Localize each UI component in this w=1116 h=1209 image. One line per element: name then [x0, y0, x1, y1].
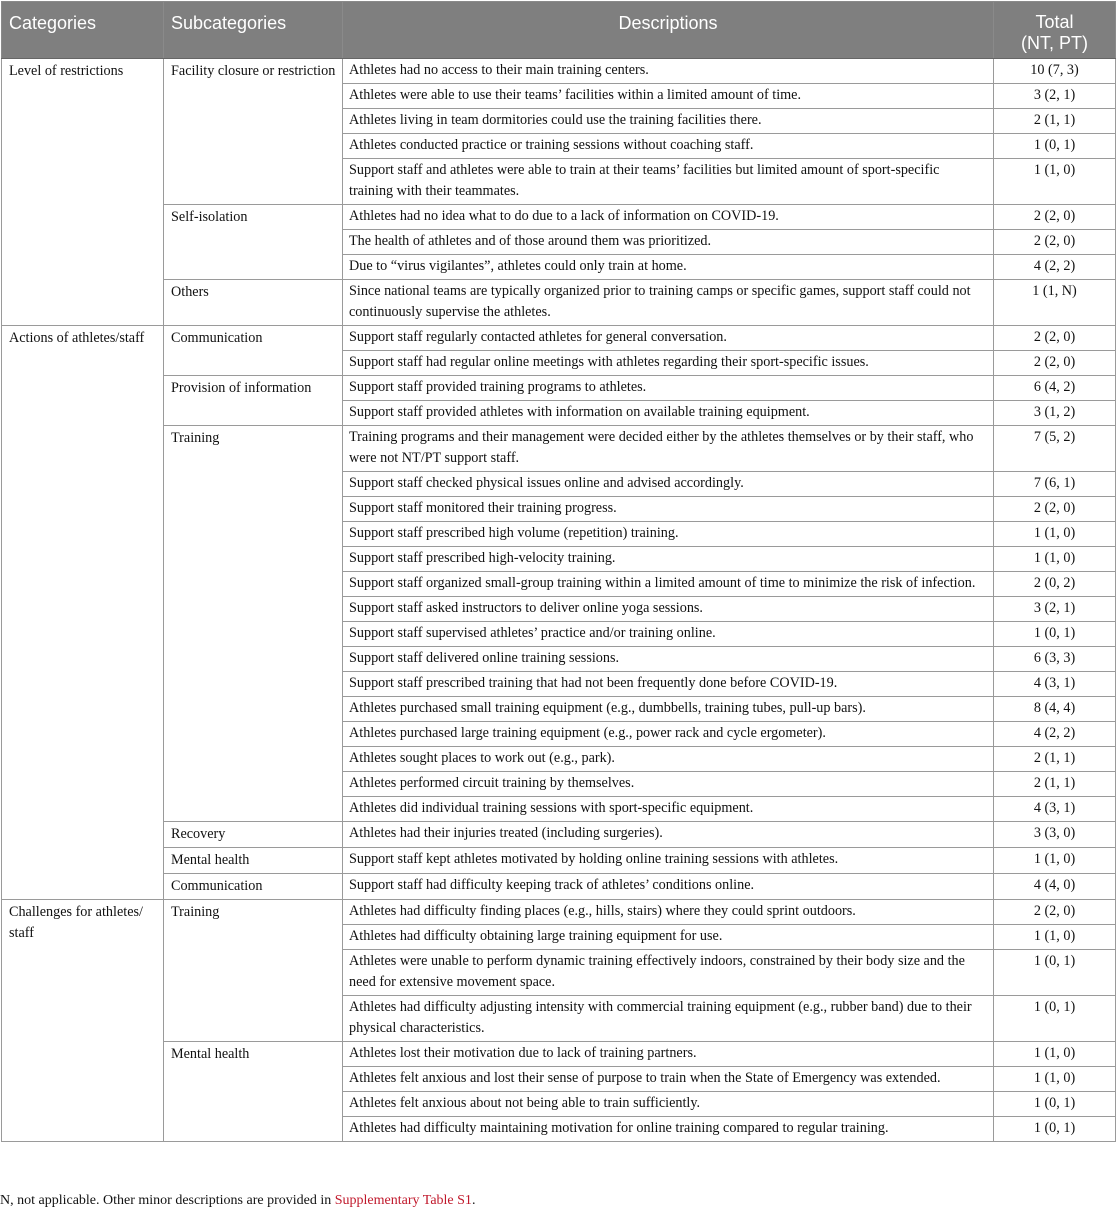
total-cell: 3 (2, 1): [994, 597, 1116, 622]
table-header-row: [2, 2, 1116, 59]
description-cell: Support staff prescribed high volume (repetition) training.: [343, 522, 994, 547]
total-cell: 2 (1, 1): [994, 747, 1116, 772]
total-cell: 2 (1, 1): [994, 772, 1116, 797]
subcategory-cell: Recovery: [164, 822, 343, 848]
total-cell: 4 (4, 0): [994, 874, 1116, 900]
total-cell: 1 (0, 1): [994, 996, 1116, 1042]
table-row: [2, 874, 1116, 900]
table-row: [2, 1042, 1116, 1067]
total-cell: 1 (1, 0): [994, 848, 1116, 874]
description-cell: Support staff supervised athletes’ practice and/or training online.: [343, 622, 994, 647]
subcategory-cell: Provision of information: [164, 376, 343, 426]
description-cell: Athletes were unable to perform dynamic training effectively indoors, constrained by their body size and the need for extensive movement space.: [343, 950, 994, 996]
table-row: [2, 822, 1116, 848]
category-cell: Level of restrictions: [2, 59, 164, 326]
total-cell: 1 (0, 1): [994, 1117, 1116, 1142]
total-cell: 1 (1, 0): [994, 1042, 1116, 1067]
total-cell: 2 (2, 0): [994, 497, 1116, 522]
total-cell: 2 (2, 0): [994, 351, 1116, 376]
header-total-sublabel: (NT, PT): [1021, 33, 1088, 53]
description-cell: Athletes were able to use their teams’ facilities within a limited amount of time.: [343, 84, 994, 109]
total-cell: 6 (3, 3): [994, 647, 1116, 672]
description-cell: Support staff and athletes were able to train at their teams’ facilities but limited amount of sport-specific training with their teammates.: [343, 159, 994, 205]
subcategory-cell: Self-isolation: [164, 205, 343, 280]
subcategory-cell: Training: [164, 900, 343, 1042]
table-row: [2, 59, 1116, 84]
subcategory-cell: Communication: [164, 874, 343, 900]
description-cell: The health of athletes and of those around them was prioritized.: [343, 230, 994, 255]
description-cell: Support staff organized small-group training within a limited amount of time to minimize the risk of infection.: [343, 572, 994, 597]
total-cell: 6 (4, 2): [994, 376, 1116, 401]
total-cell: 4 (2, 2): [994, 722, 1116, 747]
total-cell: 3 (1, 2): [994, 401, 1116, 426]
table-row: [2, 280, 1116, 326]
description-cell: Training programs and their management were decided either by the athletes themselves or by their staff, who were not NT/PT support staff.: [343, 426, 994, 472]
description-cell: Support staff asked instructors to deliver online yoga sessions.: [343, 597, 994, 622]
description-cell: Athletes had no idea what to do due to a lack of information on COVID-19.: [343, 205, 994, 230]
description-cell: Athletes had their injuries treated (including surgeries).: [343, 822, 994, 848]
total-cell: 1 (0, 1): [994, 134, 1116, 159]
total-cell: 1 (1, 0): [994, 1067, 1116, 1092]
description-cell: Athletes purchased large training equipment (e.g., power rack and cycle ergometer).: [343, 722, 994, 747]
total-cell: 1 (1, 0): [994, 925, 1116, 950]
total-cell: 2 (1, 1): [994, 109, 1116, 134]
description-cell: Support staff delivered online training sessions.: [343, 647, 994, 672]
footnote-end: .: [471, 1193, 476, 1208]
description-cell: Support staff provided athletes with information on available training equipment.: [343, 401, 994, 426]
table-row: [2, 848, 1116, 874]
subcategory-cell: Mental health: [164, 848, 343, 874]
description-cell: Support staff provided training programs to athletes.: [343, 376, 994, 401]
description-cell: Athletes had no access to their main training centers.: [343, 59, 994, 84]
table-row: [2, 426, 1116, 472]
table-footnote: [0, 1193, 475, 1209]
total-cell: 3 (3, 0): [994, 822, 1116, 848]
total-cell: 3 (2, 1): [994, 84, 1116, 109]
total-cell: 1 (1, 0): [994, 159, 1116, 205]
header-total-label: Total: [1035, 12, 1074, 32]
description-cell: Athletes lost their motivation due to lack of training partners.: [343, 1042, 994, 1067]
total-cell: 4 (2, 2): [994, 255, 1116, 280]
subcategory-cell: Training: [164, 426, 343, 822]
header-descriptions: Descriptions: [343, 2, 994, 59]
description-cell: Athletes felt anxious about not being able to train sufficiently.: [343, 1092, 994, 1117]
table-row: [2, 205, 1116, 230]
category-cell: Actions of athletes/staff: [2, 326, 164, 900]
subcategory-cell: Others: [164, 280, 343, 326]
subcategory-cell: Communication: [164, 326, 343, 376]
total-cell: 2 (2, 0): [994, 900, 1116, 925]
total-cell: 1 (1, 0): [994, 547, 1116, 572]
total-cell: 7 (5, 2): [994, 426, 1116, 472]
total-cell: 4 (3, 1): [994, 797, 1116, 822]
subcategory-cell: Mental health: [164, 1042, 343, 1142]
header-categories: Categories: [2, 2, 164, 59]
table-row: [2, 376, 1116, 401]
total-cell: 1 (1, N): [994, 280, 1116, 326]
description-cell: Athletes purchased small training equipment (e.g., dumbbells, training tubes, pull-up bars).: [343, 697, 994, 722]
description-cell: Support staff prescribed training that had not been frequently done before COVID-19.: [343, 672, 994, 697]
description-cell: Athletes had difficulty finding places (e.g., hills, stairs) where they could sprint outdoors.: [343, 900, 994, 925]
description-cell: Support staff monitored their training progress.: [343, 497, 994, 522]
total-cell: 4 (3, 1): [994, 672, 1116, 697]
description-cell: Athletes performed circuit training by themselves.: [343, 772, 994, 797]
total-cell: 1 (1, 0): [994, 522, 1116, 547]
total-cell: 2 (2, 0): [994, 230, 1116, 255]
table-row: [2, 900, 1116, 925]
description-cell: Support staff prescribed high-velocity training.: [343, 547, 994, 572]
table-row: [2, 326, 1116, 351]
description-cell: Athletes had difficulty obtaining large training equipment for use.: [343, 925, 994, 950]
description-cell: Athletes felt anxious and lost their sense of purpose to train when the State of Emergency was extended.: [343, 1067, 994, 1092]
supplementary-table-link[interactable]: Supplementary Table S1: [334, 1193, 472, 1208]
total-cell: 1 (0, 1): [994, 1092, 1116, 1117]
total-cell: 1 (0, 1): [994, 950, 1116, 996]
total-cell: 2 (0, 2): [994, 572, 1116, 597]
description-cell: Support staff regularly contacted athletes for general conversation.: [343, 326, 994, 351]
total-cell: 7 (6, 1): [994, 472, 1116, 497]
description-cell: Support staff checked physical issues online and advised accordingly.: [343, 472, 994, 497]
footnote-text: N, not applicable. Other minor descriptions are provided in: [0, 1193, 335, 1208]
description-cell: Athletes had difficulty adjusting intensity with commercial training equipment (e.g., rubber band) due to their physical characteristics.: [343, 996, 994, 1042]
description-cell: Athletes had difficulty maintaining motivation for online training compared to regular training.: [343, 1117, 994, 1142]
total-cell: 10 (7, 3): [994, 59, 1116, 84]
description-cell: Athletes conducted practice or training sessions without coaching staff.: [343, 134, 994, 159]
description-cell: Athletes sought places to work out (e.g., park).: [343, 747, 994, 772]
subcategory-cell: Facility closure or restriction: [164, 59, 343, 205]
category-cell: Challenges for athletes/ staff: [2, 900, 164, 1142]
description-cell: Athletes living in team dormitories could use the training facilities there.: [343, 109, 994, 134]
total-cell: 2 (2, 0): [994, 326, 1116, 351]
header-subcategories: Subcategories: [164, 2, 343, 59]
description-cell: Since national teams are typically organized prior to training camps or specific games, support staff could not continuously supervise the athletes.: [343, 280, 994, 326]
description-cell: Support staff had regular online meetings with athletes regarding their sport-specific issues.: [343, 351, 994, 376]
total-cell: 1 (0, 1): [994, 622, 1116, 647]
total-cell: 8 (4, 4): [994, 697, 1116, 722]
description-cell: Support staff kept athletes motivated by holding online training sessions with athletes.: [343, 848, 994, 874]
total-cell: 2 (2, 0): [994, 205, 1116, 230]
description-cell: Athletes did individual training sessions with sport-specific equipment.: [343, 797, 994, 822]
results-table: [1, 1, 1116, 1142]
description-cell: Support staff had difficulty keeping track of athletes’ conditions online.: [343, 874, 994, 900]
description-cell: Due to “virus vigilantes”, athletes could only train at home.: [343, 255, 994, 280]
header-total: [994, 2, 1116, 59]
